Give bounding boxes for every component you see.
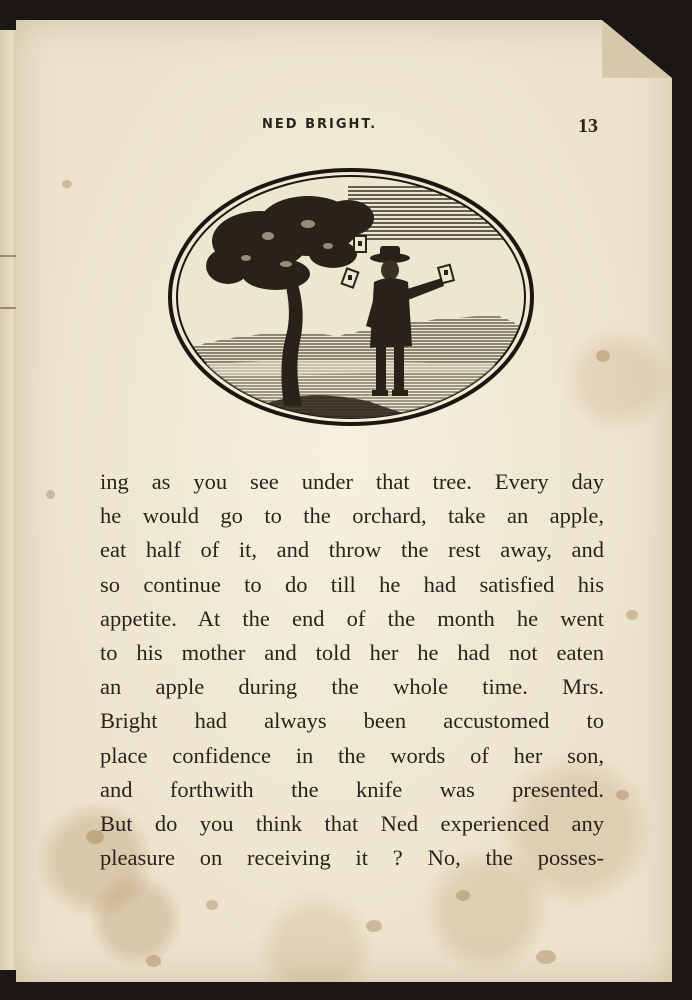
text-line: pleasure on receiving it ? No, the posses-: [100, 845, 604, 871]
text-line: But do you think that Ned experienced any: [100, 810, 604, 836]
foxing-spot: [206, 900, 218, 910]
text-line: he would go to the orchard, take an apple,: [100, 503, 604, 529]
foxing-spot: [596, 350, 610, 362]
text-line: and forthwith the knife was presented.: [100, 776, 604, 802]
folded-corner: [602, 20, 672, 78]
foxing-spot: [62, 180, 72, 188]
text-line: an apple during the whole time. Mrs.: [100, 674, 604, 700]
text-line: Bright had always been accustomed to: [100, 708, 604, 734]
running-head: [16, 115, 672, 145]
page-number: 13: [578, 115, 598, 137]
running-head-title: NED BRIGHT.: [262, 117, 378, 132]
text-line: ing as you see under that tree. Every day: [100, 469, 604, 494]
foxing-spot: [46, 490, 55, 499]
sky-hatching: [348, 186, 528, 241]
foxing-spot: [616, 790, 629, 800]
foxing-spot: [626, 610, 638, 620]
text-line: so continue to do till he had satisfied his: [100, 571, 604, 597]
text-line: place confidence in the words of her son,: [100, 742, 604, 768]
woodcut-svg: [168, 166, 534, 428]
foxing-spot: [536, 950, 556, 964]
foxing-spot: [146, 955, 161, 967]
foxing-spot: [456, 890, 470, 901]
text-line: eat half of it, and throw the rest away, and: [100, 537, 604, 563]
text-line: to his mother and told her he had not eaten: [100, 639, 604, 665]
foxing-spot: [366, 920, 382, 932]
text-line: appetite. At the end of the month he went: [100, 605, 604, 631]
book-page: [16, 20, 672, 982]
body-text: [100, 465, 604, 875]
woodcut-illustration: [168, 166, 534, 428]
